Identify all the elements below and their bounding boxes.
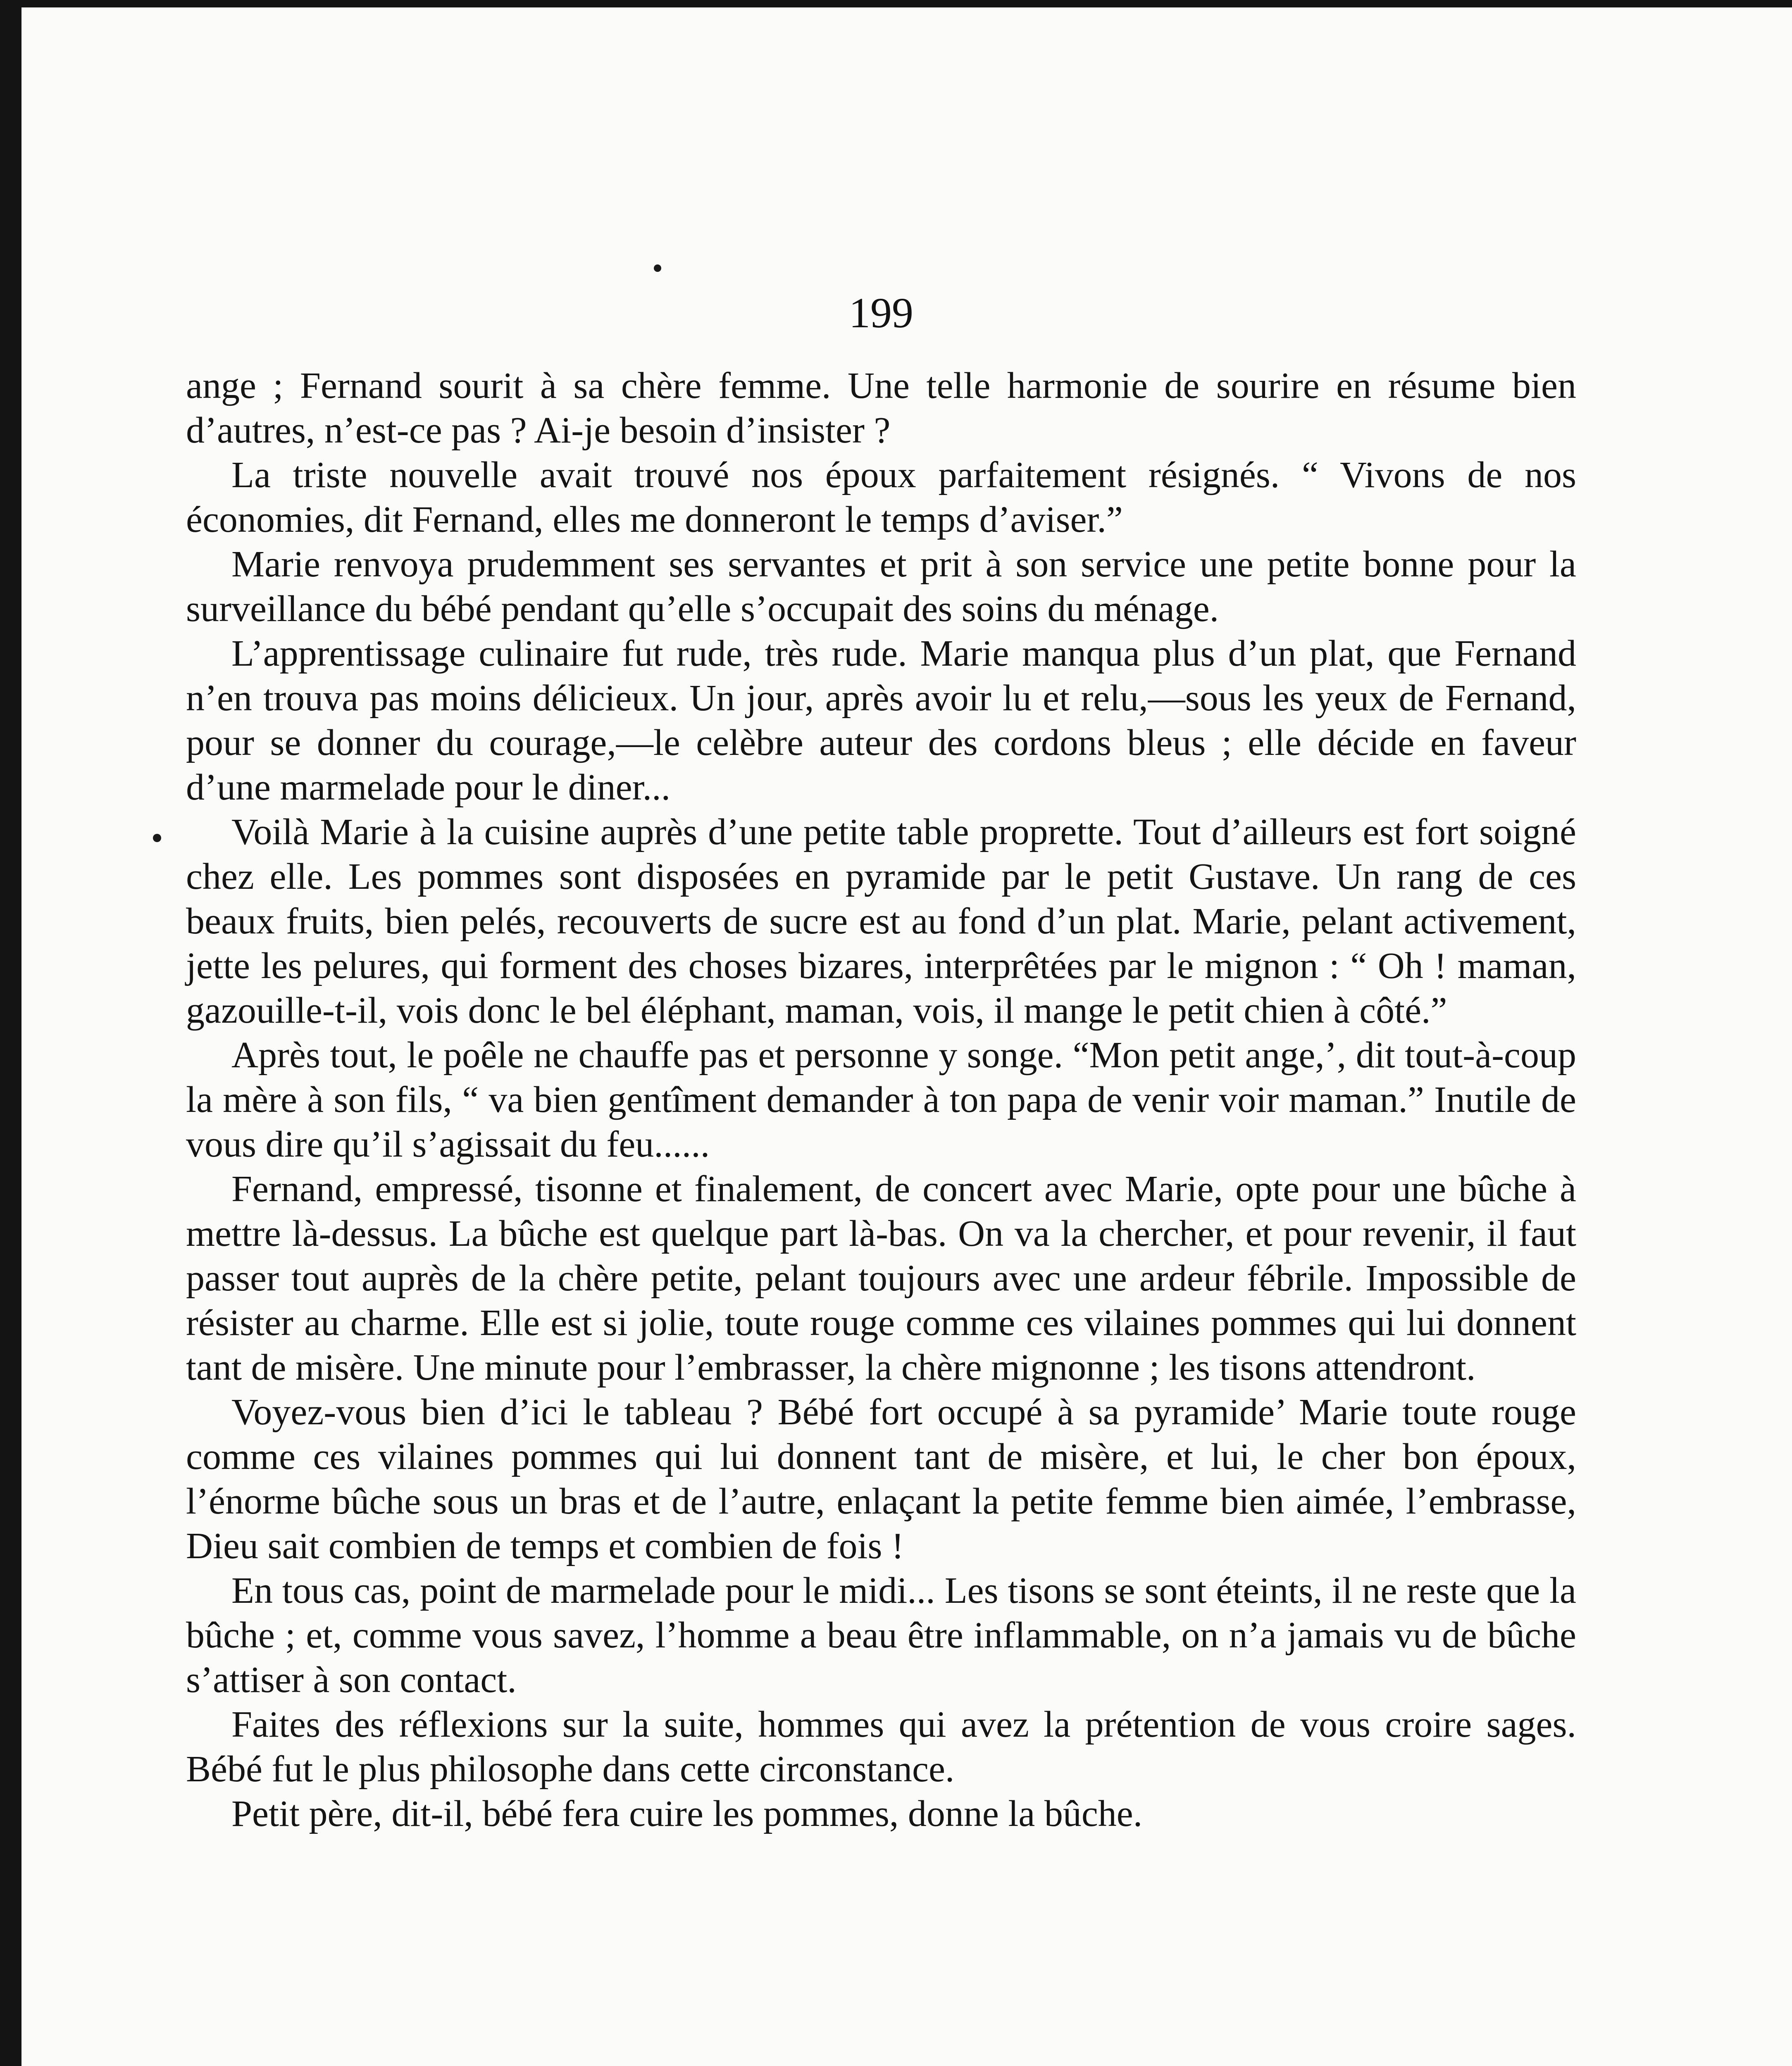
ink-speck	[153, 834, 161, 842]
paragraph-6: Après tout, le poêle ne chauffe pas et personne y songe. “Mon petit ange,’, dit tout-à-coup la mère à son fils, “ va bien gentîment demander à ton papa de venir voir maman.” Inutile de vous dire qu’il s’agissait du feu......	[186, 1035, 1576, 1165]
paragraph-1: ange ; Fernand sourit à sa chère femme. Une telle harmonie de sourire en résume bien d’autres, n’est-ce pas ? Ai-je besoin d’insister ?	[186, 365, 1576, 451]
paragraph-8: Voyez-vous bien d’ici le tableau ? Bébé fort occupé à sa pyramide’ Marie toute rouge comme ces vilaines pommes qui lui donnent tant de misère, et lui, le cher bon époux, l’énorme bûche sous un bras et de l’autre, enlaçant la petite femme bien aimée, l’embrasse, Dieu sait combien de temps et combien de fois !	[186, 1392, 1576, 1566]
page-number: 199	[849, 289, 913, 337]
paragraph-10: Faites des réflexions sur la suite, hommes qui avez la prétention de vous croire sages. Bébé fut le plus philosophe dans cette circonstance.	[186, 1704, 1576, 1790]
body-text	[186, 364, 1576, 1836]
ink-speck	[654, 264, 661, 272]
paragraph-7: Fernand, empressé, tisonne et finalement, de concert avec Marie, opte pour une bûche à mettre là-dessus. La bûche est quelque part là-bas. On va la chercher, et pour revenir, il faut passer tout auprès de la chère petite, pelant toujours avec une ardeur fébrile. Impossible de résister au charme. Elle est si jolie, toute rouge comme ces vilaines pommes qui lui donnent tant de misère. Une minute pour l’embrasser, la chère mignonne ; les tisons attendront.	[186, 1169, 1576, 1388]
paragraph-4: L’apprentissage culinaire fut rude, très rude. Marie manqua plus d’un plat, que Fernand n’en trouva pas moins délicieux. Un jour, après avoir lu et relu,—sous les yeux de Fernand, pour se donner du courage,—le celèbre auteur des cordons bleus ; elle décide en faveur d’une marmelade pour le diner...	[186, 633, 1576, 808]
paragraph-3: Marie renvoya prudemment ses servantes et prit à son service une petite bonne pour la surveillance du bébé pendant qu’elle s’occupait des soins du ménage.	[186, 544, 1576, 629]
paragraph-11: Petit père, dit-il, bébé fera cuire les pommes, donne la bûche.	[231, 1793, 1143, 1834]
scan-left-border	[0, 0, 21, 2066]
paragraph-5: Voilà Marie à la cuisine auprès d’une petite table proprette. Tout d’ailleurs est fort soigné chez elle. Les pommes sont disposées en pyramide par le petit Gustave. Un rang de ces beaux fruits, bien pelés, recouverts de sucre est au fond d’un plat. Marie, pelant activement, jette les pelures, qui forment des choses bizares, interprêtées par le mignon : “ Oh ! maman, gazouille-t-il, vois donc le bel éléphant, maman, vois, il mange le petit chien à côté.”	[186, 812, 1576, 1031]
paragraph-9: En tous cas, point de marmelade pour le midi... Les tisons se sont éteints, il ne reste que la bûche ; et, comme vous savez, l’homme a beau être inflammable, on n’a jamais vu de bûche s’attiser à son contact.	[186, 1570, 1576, 1700]
paragraph-2: La triste nouvelle avait trouvé nos époux parfaitement résignés. “ Vivons de nos économies, dit Fernand, elles me donneront le temps d’aviser.”	[186, 455, 1576, 540]
book-page	[21, 7, 1792, 2066]
scan-top-border	[0, 0, 1792, 7]
